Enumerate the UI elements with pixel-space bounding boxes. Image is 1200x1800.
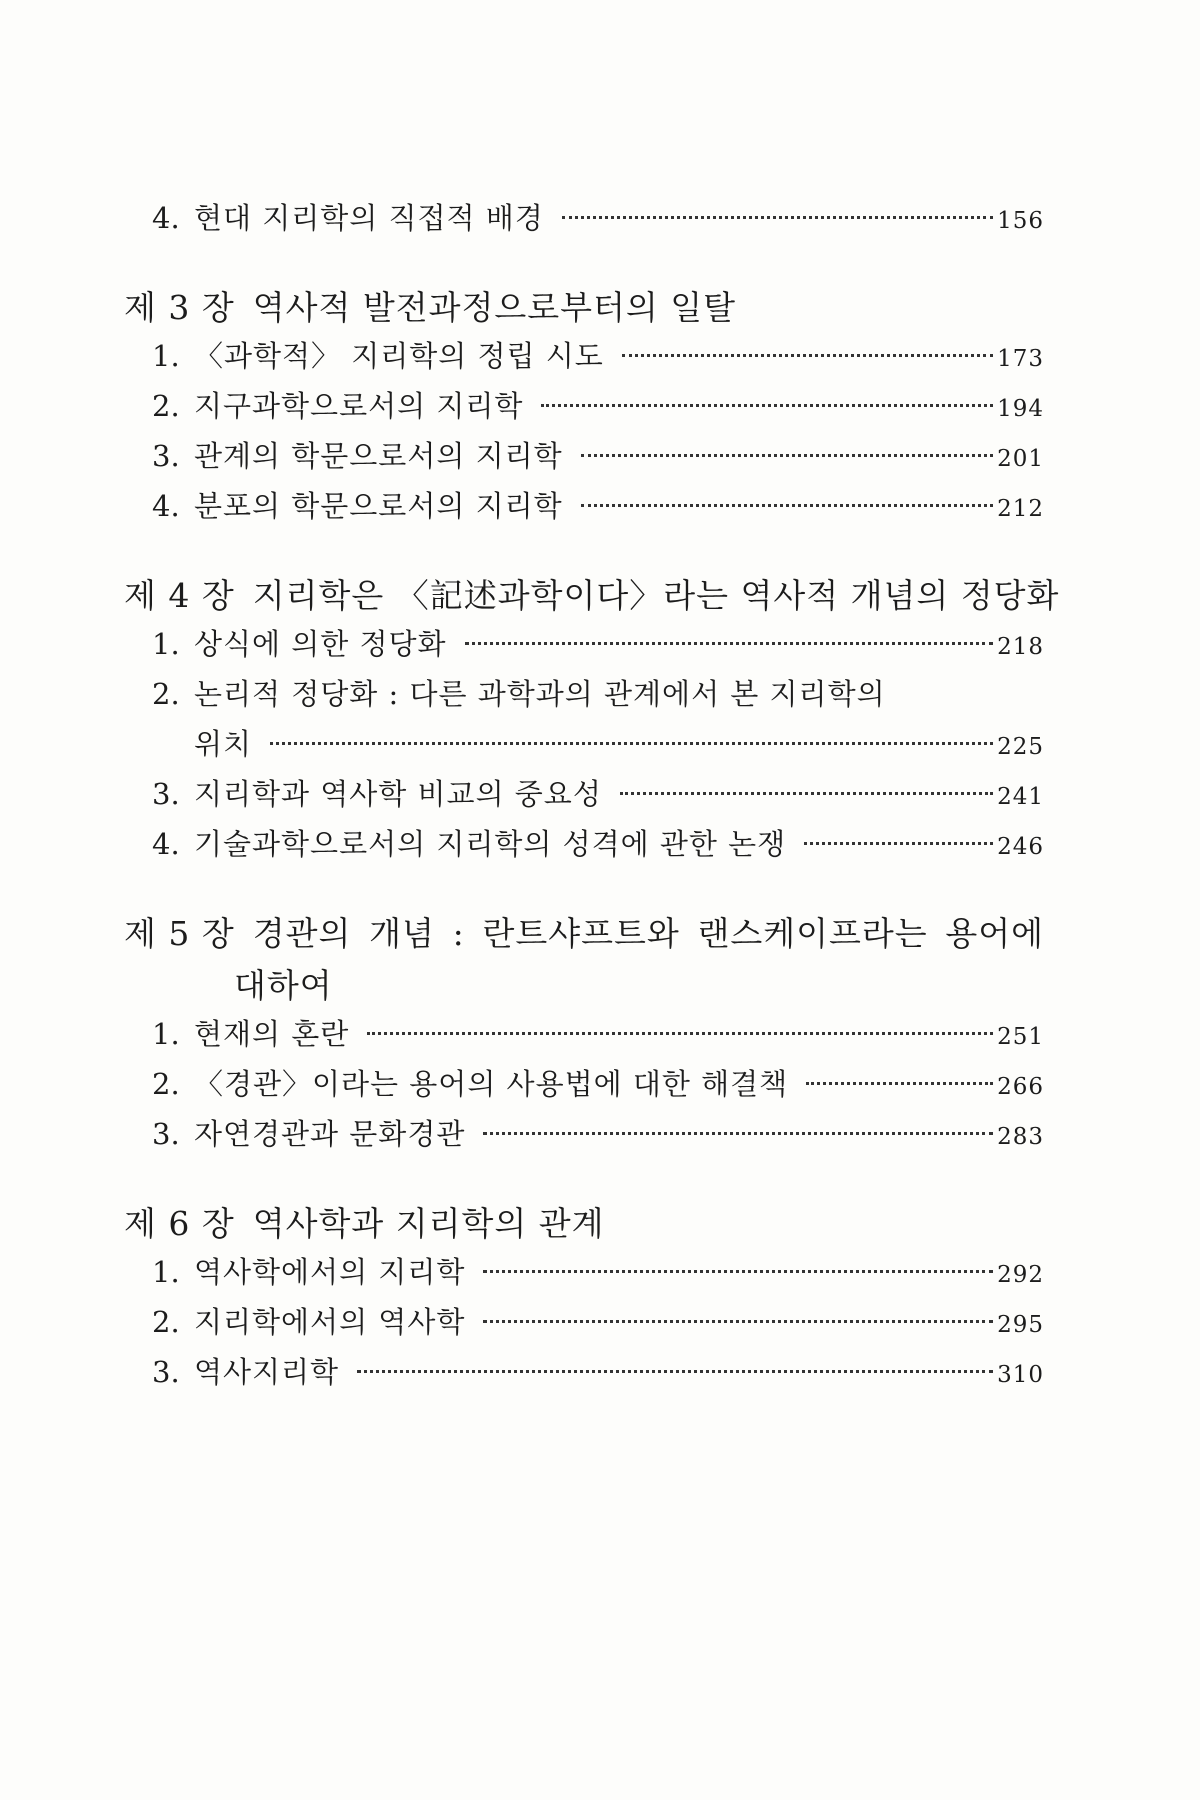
entry-title: 논리적 정당화 : 다른 과학과의 관계에서 본 지리학의: [194, 677, 886, 711]
entry-title: 역사학에서의 지리학: [194, 1255, 466, 1289]
entry-number: 4.: [152, 827, 180, 861]
leader-dots: [622, 354, 993, 357]
entry-page-number: 246: [997, 834, 1044, 860]
chapter-title: 지리학은 〈記述과학이다〉라는 역사적 개념의 정당화: [252, 576, 1060, 615]
entry-title: 자연경관과 문화경관: [194, 1117, 466, 1151]
entry-title: 역사지리학: [194, 1355, 340, 1389]
entry-number: 2.: [152, 389, 180, 423]
chapter-title-continuation: 대하여: [234, 966, 333, 1005]
leader-dots: [806, 1082, 993, 1085]
toc-entry[interactable]: [124, 1062, 1044, 1112]
entry-title: 〈경관〉이라는 용어의 사용법에 대한 해결책: [194, 1067, 789, 1101]
entry-number: 4.: [152, 201, 180, 235]
entry-page-number: 194: [997, 396, 1044, 422]
entry-page-number: 241: [997, 784, 1044, 810]
entry-title: 현재의 혼란: [194, 1017, 350, 1051]
entry-page-number: 225: [997, 734, 1044, 760]
chapter-label: 제 3 장: [124, 288, 235, 327]
leader-dots: [483, 1270, 993, 1273]
toc-entry[interactable]: [124, 1250, 1044, 1300]
entry-page-number: 310: [997, 1362, 1044, 1388]
entry-title: 지구과학으로서의 지리학: [194, 389, 524, 423]
toc-entry[interactable]: [124, 1350, 1044, 1400]
leader-dots: [483, 1132, 993, 1135]
entry-page-number: 218: [997, 634, 1044, 660]
toc-entry[interactable]: [124, 672, 1044, 722]
leader-dots: [562, 216, 993, 219]
leader-dots: [357, 1370, 993, 1373]
chapter-4: [124, 570, 1060, 872]
entry-number: 2.: [152, 677, 180, 711]
toc-entry[interactable]: [124, 822, 1044, 872]
entry-number: 3.: [152, 1117, 180, 1151]
leader-dots: [367, 1032, 993, 1035]
chapter-title: 역사학과 지리학의 관계: [252, 1204, 605, 1243]
entry-number: 1.: [152, 1017, 180, 1051]
entry-number: 2.: [152, 1067, 180, 1101]
entry-title-continuation: 위치: [194, 727, 253, 761]
entry-title: 지리학과 역사학 비교의 중요성: [194, 777, 602, 811]
leader-dots: [465, 642, 994, 645]
toc-entry[interactable]: [124, 334, 1044, 384]
entry-page-number: 292: [997, 1262, 1044, 1288]
entry-title: 지리학에서의 역사학: [194, 1305, 466, 1339]
leader-dots: [620, 792, 993, 795]
toc-entry[interactable]: [124, 384, 1044, 434]
entry-page-number: 173: [997, 346, 1044, 372]
toc-entry[interactable]: [124, 1012, 1044, 1062]
chapter-3: [124, 282, 1044, 534]
toc-entry[interactable]: [124, 1112, 1044, 1162]
entry-title: 분포의 학문으로서의 지리학: [194, 489, 563, 523]
entry-number: 3.: [152, 1355, 180, 1389]
entry-title: 현대 지리학의 직접적 배경: [194, 201, 544, 235]
entry-page-number: 212: [997, 496, 1044, 522]
entry-number: 3.: [152, 777, 180, 811]
entry-page-number: 251: [997, 1024, 1044, 1050]
chapter-6: [124, 1198, 1044, 1400]
chapter-label: 제 4 장: [124, 576, 235, 615]
leader-dots: [483, 1320, 993, 1323]
leader-dots: [581, 454, 993, 457]
entry-number: 1.: [152, 1255, 180, 1289]
toc-entry[interactable]: [124, 1300, 1044, 1350]
entry-number: 2.: [152, 1305, 180, 1339]
entry-page-number: 201: [997, 446, 1044, 472]
entry-number: 4.: [152, 489, 180, 523]
toc-entry-continuation[interactable]: [124, 722, 1044, 772]
chapter-heading[interactable]: [124, 1198, 1044, 1250]
leader-dots: [541, 404, 993, 407]
entry-title: 기술과학으로서의 지리학의 성격에 관한 논쟁: [194, 827, 787, 861]
leader-dots: [270, 742, 993, 745]
entry-number: 1.: [152, 339, 180, 373]
chapter-title: 경관의 개념 : 란트샤프트와 랜스케이프라는 용어에: [252, 914, 1044, 953]
table-of-contents: [124, 196, 1060, 1416]
toc-entry[interactable]: [124, 434, 1044, 484]
entry-title: 상식에 의한 정당화: [194, 627, 447, 661]
toc-entry[interactable]: [124, 196, 1044, 246]
toc-entry[interactable]: [124, 772, 1044, 822]
chapter-5: [124, 908, 1044, 1162]
entry-title: 관계의 학문으로서의 지리학: [194, 439, 563, 473]
chapter-title: 역사적 발전과정으로부터의 일탈: [252, 288, 737, 327]
leader-dots: [804, 842, 993, 845]
entry-title: 〈과학적〉 지리학의 정립 시도: [194, 339, 604, 373]
toc-entry[interactable]: [124, 622, 1044, 672]
chapter-label: 제 5 장: [124, 914, 235, 953]
entry-page-number: 283: [997, 1124, 1044, 1150]
chapter-heading[interactable]: [124, 570, 1060, 622]
entry-page-number: 295: [997, 1312, 1044, 1338]
toc-entry[interactable]: [124, 484, 1044, 534]
entry-number: 1.: [152, 627, 180, 661]
chapter2-tail: [124, 196, 1044, 246]
entry-number: 3.: [152, 439, 180, 473]
entry-page-number: 266: [997, 1074, 1044, 1100]
chapter-heading[interactable]: [124, 908, 1044, 960]
chapter-heading[interactable]: [124, 282, 1044, 334]
entry-page-number: 156: [997, 208, 1044, 234]
leader-dots: [581, 504, 993, 507]
chapter-label: 제 6 장: [124, 1204, 235, 1243]
